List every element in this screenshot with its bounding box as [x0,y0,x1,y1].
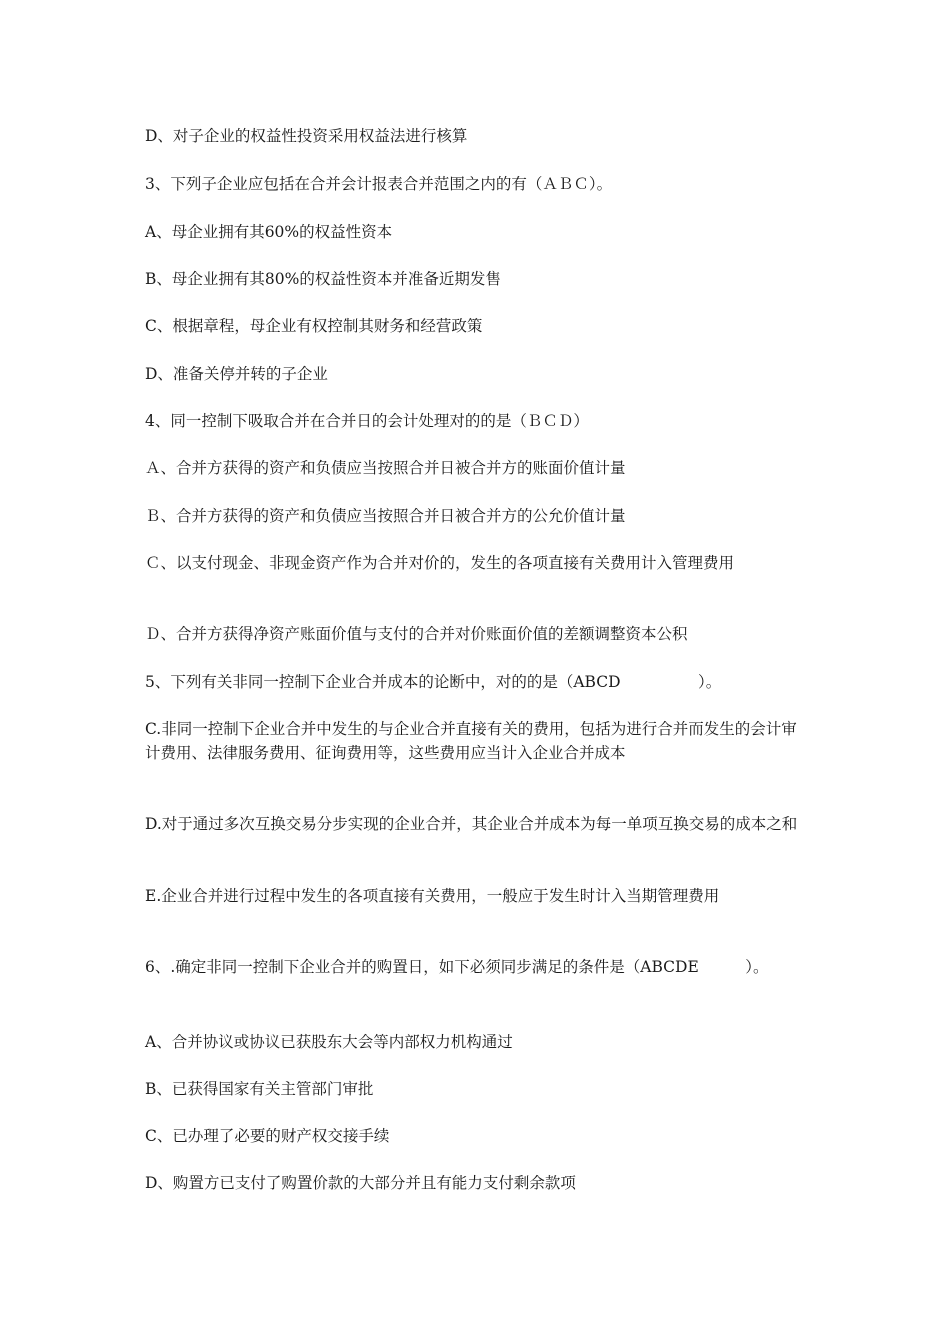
option-d-q6: D、购置方已支付了购置价款的大部分并且有能力支付剩余款项 [145,1174,576,1192]
option-b-q3: B、母企业拥有其80%的权益性资本并准备近期发售 [145,270,501,288]
option-b-q4: Ｂ、合并方获得的资产和负债应当按照合并日被合并方的公允价值计量 [145,507,626,525]
option-a-q4: Ａ、合并方获得的资产和负债应当按照合并日被合并方的账面价值计量 [145,459,626,477]
question-4: 4、同一控制下吸取合并在合并日的会计处理对的的是（ＢＣＤ） [145,412,589,430]
option-c-q5: C.非同一控制下企业合并中发生的与企业合并直接有关的费用，包括为进行合并而发生的会计审计费用、法律服务费用、征询费用等，这些费用应当计入企业合并成本 [145,720,797,762]
option-a-q3: A、母企业拥有其60%的权益性资本 [145,223,393,241]
option-e-q5: E.企业合并进行过程中发生的各项直接有关费用，一般应于发生时计入当期管理费用 [145,887,720,905]
option-d-q2: D、对子企业的权益性投资采用权益法进行核算 [145,127,468,145]
question-5: 5、下列有关非同一控制下企业合并成本的论断中，对的的是（ABCD ）。 [145,673,722,691]
question-6: 6、.确定非同一控制下企业合并的购置日，如下必须同步满足的条件是（ABCDE ）。 [145,958,769,976]
option-d-q3: D、准备关停并转的子企业 [145,365,328,383]
question-3: 3、下列子企业应包括在合并会计报表合并范围之内的有（ＡＢＣ）。 [145,175,613,193]
option-b-q6: B、已获得国家有关主管部门审批 [145,1080,374,1098]
option-c-q6: C、已办理了必要的财产权交接手续 [145,1127,390,1145]
option-c-q4: Ｃ、以支付现金、非现金资产作为合并对价的，发生的各项直接有关费用计入管理费用 [145,554,735,572]
option-c-q3: C、根据章程，母企业有权控制其财务和经营政策 [145,317,483,335]
option-a-q6: A、合并协议或协议已获股东大会等内部权力机构通过 [145,1033,513,1051]
option-d-q4: Ｄ、合并方获得净资产账面价值与支付的合并对价账面价值的差额调整资本公积 [145,625,688,643]
option-d-q5: D.对于通过多次互换交易分步实现的企业合并，其企业合并成本为每一单项互换交易的成本之和 [145,815,798,833]
